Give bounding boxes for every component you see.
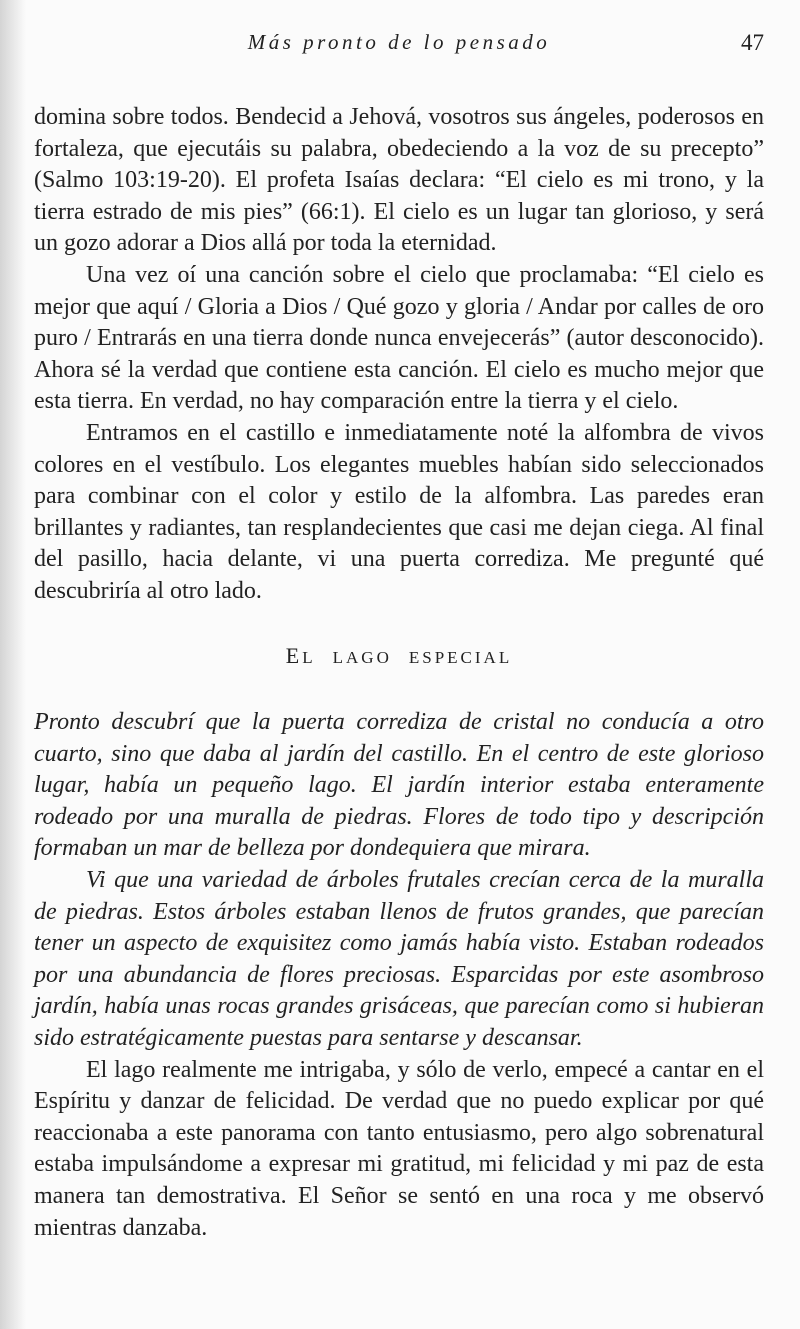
closing-paragraph: El lago realmente me intrigaba, y sólo de verlo, empecé a cantar en el Espíritu y danzar de felicidad. De verdad que no puedo explicar por qué reaccionaba a este panorama con tanto entusiasmo, pero algo sobrenatural estaba impulsándome a expresar mi gratitud, mi felicidad y mi paz de esta manera tan demostrativa. El Señor se sentó en una roca y me observó mientras danzaba. [34,1056,764,1241]
italic-paragraph: Vi que una variedad de árboles frutales crecían cerca de la muralla de piedras. Estos árboles estaban llenos de frutos grandes, que parecían tener un aspecto de exquisitez como jamás había visto. Estaban rodeados por una abundancia de flores preciosas. Esparcidas por este asombroso jardín, había unas rocas grandes grisáceas, que parecían como si hubieran sido estratégicamente puestas para sentarse y descansar. [34,867,764,1052]
section-heading-letter: SPECIAL [422,647,513,667]
section-heading-letter: L [302,647,316,667]
paragraph: Entramos en el castillo e inmediatamente noté la alfombra de vivos colores en el vestíbulo. Los elegantes muebles habían sido seleccionados para combinar con el color y estilo de la alfombra. Las paredes eran brillantes y radiantes, tan resplandecientes que casi me dejan ciega. Al final del pasillo, hacia delante, vi una puerta corrediza. Me pregunté qué descubriría al otro lado. [34,419,764,604]
running-head [34,30,764,60]
section-heading-letter: L [332,647,347,667]
running-title: Más pronto de lo pensado [247,30,551,54]
page-number: 47 [741,30,764,55]
paragraph-continued: domina sobre todos. Bendecid a Jehová, vosotros sus ángeles, poderosos en fortaleza, que ejecutáis su palabra, obedeciendo a la voz de su precepto” (Salmo 103:19-20). El profeta Isaías declara: “El cielo es mi trono, y la tierra estrado de mis pies” (66:1). El cielo es un lugar tan glorioso, y será un gozo adorar a Dios allá por toda la eternidad. [34,104,764,257]
section-heading-letter: AGO [346,647,392,667]
paragraph: Una vez oí una canción sobre el cielo que proclamaba: “El cielo es mejor que aquí / Gloria a Dios / Qué gozo y gloria / Andar por calles de oro puro / Entrarás en una tierra donde nunca envejecerás” (autor desconocido). Ahora sé la verdad que contiene esta canción. El cielo es mucho mejor que esta tierra. En verdad, no hay comparación entre la tierra y el cielo. [34,261,764,415]
section-heading-letter: E [285,642,303,668]
page-gutter-shadow [0,0,26,1329]
section-heading-letter: E [408,647,423,667]
body-text [34,102,764,1244]
section-heading [34,640,764,674]
italic-paragraph: Pronto descubrí que la puerta corrediza de cristal no conducía a otro cuarto, sino que daba al jardín del castillo. En el centro de este glorioso lugar, había un pequeño lago. El jardín interior estaba enteramente rodeado por una muralla de piedras. Flores de todo tipo y descripción formaban un mar de belleza por dondequiera que mirara. [34,709,764,862]
book-page [34,0,764,1329]
